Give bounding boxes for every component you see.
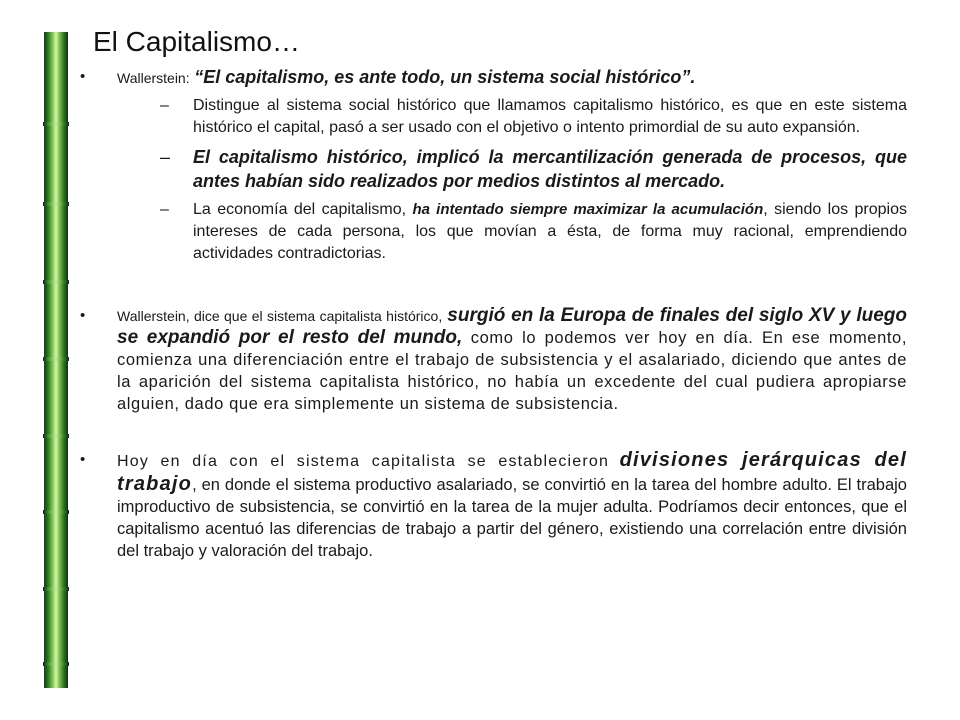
dash-icon: – <box>160 201 169 218</box>
bullet-text-post: como lo podemos ver hoy en día. En ese momento, comienza una diferenciación entre el trabajo de subsistencia y el asalariado, diciendo que antes de la aparición del sistema capitalista histórico, no había un excedente del cual pudiera apropiarse alguien, dado que era simplemente un sistema de subsistencia. <box>117 329 907 413</box>
sub-bullet-text-emphasis: ha intentado siempre maximizar la acumulación <box>412 201 764 218</box>
sub-bullet-text: El capitalismo histórico, implicó la mercantilización generada de procesos, que antes habían sido realizados por medios distintos al mercado. <box>193 147 907 191</box>
bamboo-decoration <box>44 32 68 688</box>
bullet-division <box>80 449 907 562</box>
sub-bullet-text-pre: La economía del capitalismo, <box>193 201 407 218</box>
bullet-text-post: , en donde el sistema productivo asalariado, se convirtió en la tarea del hombre adulto. El trabajo improductivo de subsistencia, se convirtió en la tarea de la mujer adulta. Podríamos decir entonces, que el capitalismo acentuó las diferencias de trabajo a partir del género, existiendo una correlación entre división del trabajo y valoración del trabajo. <box>117 476 907 560</box>
bullet-dot-icon: • <box>80 307 86 324</box>
sub-bullet-text: Distingue al sistema social histórico que llamamos capitalismo histórico, es que en este sistema histórico el capital, pasó a ser usado con el objetivo o intento primordial de su auto expansión. <box>193 97 907 136</box>
sub-bullet-text-post: , siendo los propios intereses de cada persona, los que movían a ésta, de forma muy racional, emprendiendo actividades contradictorias. <box>193 201 907 262</box>
dash-icon: – <box>160 147 171 167</box>
bullet-wallerstein-quote <box>80 66 907 265</box>
slide-body <box>80 66 907 590</box>
dash-icon: – <box>160 97 169 114</box>
slide-title: El Capitalismo… <box>93 26 300 57</box>
bullet-quote: “El capitalismo, es ante todo, un sistema social histórico”. <box>194 67 696 87</box>
bullet-dot-icon: • <box>80 68 86 85</box>
bullet-dot-icon: • <box>80 451 86 468</box>
bullet-author: Wallerstein: <box>117 70 190 86</box>
bullet-text-pre: Hoy en día con el sistema capitalista se establecieron <box>117 453 610 470</box>
sub-bullet <box>117 95 907 139</box>
bullet-origin <box>80 305 907 415</box>
sub-bullet <box>117 199 907 265</box>
bullet-text-emphasis: divisiones jerárquicas del trabajo <box>117 449 907 495</box>
bullet-text-emphasis: surgió en la Europa de finales del siglo XV y luego se expandió por el resto del mundo, <box>117 305 908 348</box>
bullet-text-pre: Wallerstein, dice que el sistema capitalista histórico, <box>117 308 443 324</box>
sub-bullet <box>117 145 907 193</box>
